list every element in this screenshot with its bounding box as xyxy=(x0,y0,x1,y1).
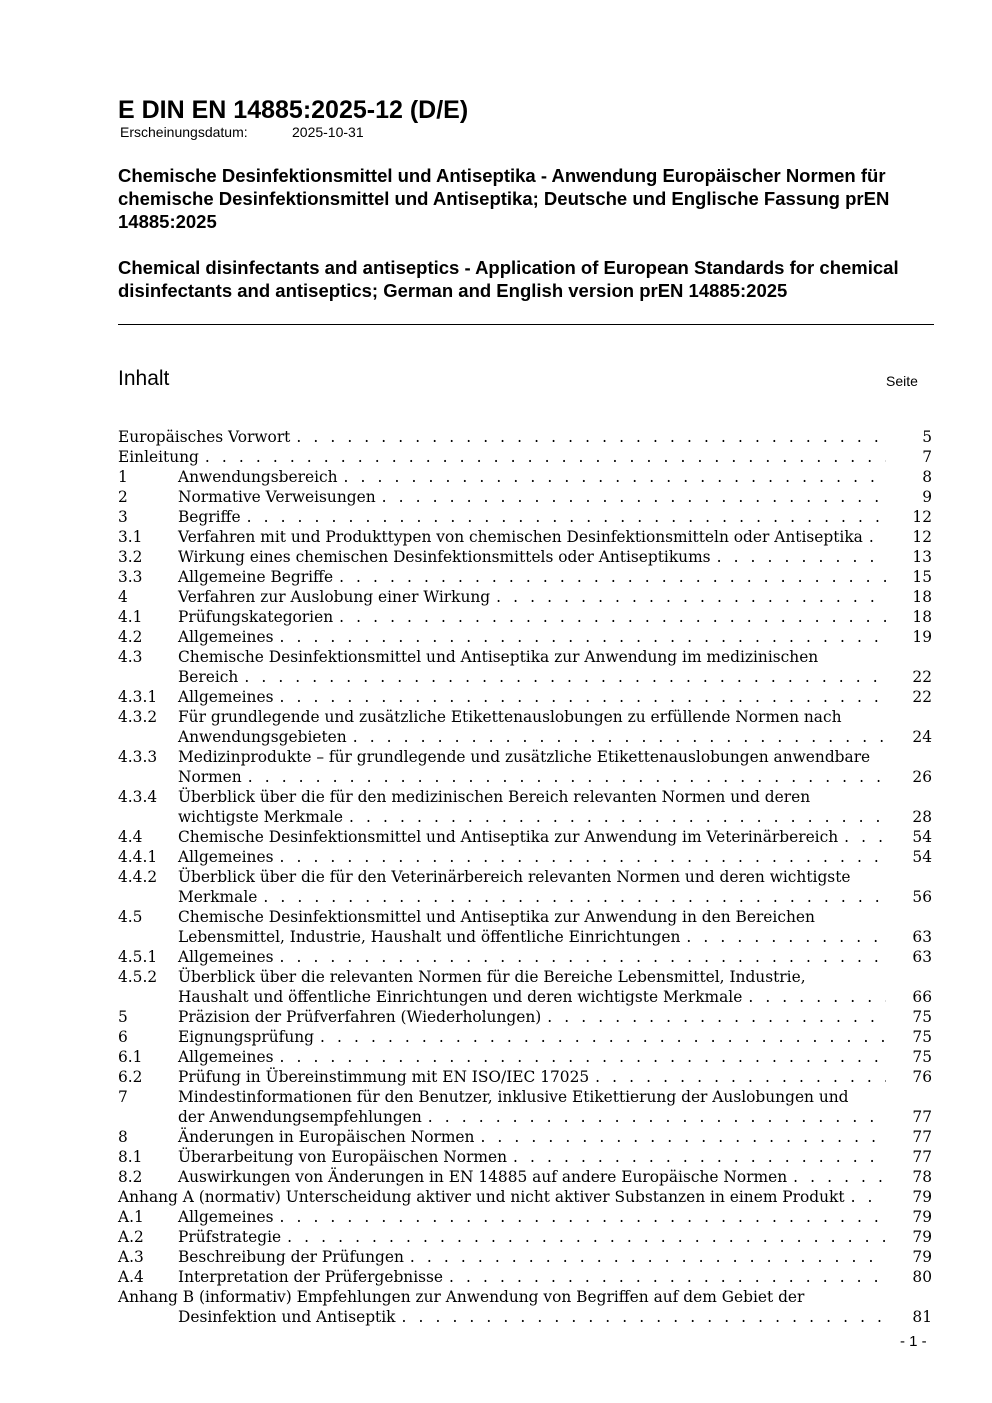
toc-leader-dots xyxy=(474,1127,886,1147)
toc-entry[interactable] xyxy=(118,1127,932,1147)
toc-entry-line xyxy=(118,547,932,567)
toc-entry-page: 79 xyxy=(912,1248,932,1266)
toc-entry-line xyxy=(118,1287,932,1307)
toc-leader-dots xyxy=(333,567,886,587)
toc-entry-number: 4.5 xyxy=(118,908,143,926)
toc-entry[interactable] xyxy=(118,1087,932,1127)
toc-entry[interactable] xyxy=(118,567,932,587)
toc-entry[interactable] xyxy=(118,447,932,467)
toc-entry-line xyxy=(118,967,932,987)
toc-entry-line xyxy=(118,1167,932,1187)
toc-entry[interactable] xyxy=(118,827,932,847)
toc-entry-title: Anhang A (normativ) Unterscheidung aktiver und nicht aktiver Substanzen in einem Produkt xyxy=(118,1188,845,1206)
toc-entry-title: Prüfstrategie xyxy=(178,1228,282,1246)
toc-entry-page: 12 xyxy=(912,528,932,546)
toc-entry-title: Verfahren zur Auslobung einer Wirkung xyxy=(178,588,491,606)
toc-entry-line xyxy=(118,1127,932,1147)
toc-entry-title: Europäisches Vorwort xyxy=(118,428,291,446)
toc-entry-line xyxy=(118,1187,932,1207)
toc-entry-page: 24 xyxy=(912,728,932,746)
toc-entry-number: 4.4.1 xyxy=(118,848,158,866)
toc-entry-line xyxy=(118,667,932,687)
toc-leader-dots xyxy=(541,1007,886,1027)
toc-entry-title: Chemische Desinfektionsmittel und Antiseptika zur Anwendung im medizinischen xyxy=(178,648,819,666)
toc-entry-line xyxy=(118,787,932,807)
toc-entry-page: 18 xyxy=(912,588,932,606)
toc-entry[interactable] xyxy=(118,707,932,747)
toc-entry-line xyxy=(118,727,932,747)
toc-entry-line xyxy=(118,907,932,927)
toc-entry-number: 2 xyxy=(118,488,128,506)
toc-entry[interactable] xyxy=(118,1027,932,1047)
toc-entry-number: 4.4 xyxy=(118,828,143,846)
toc-leader-dots xyxy=(787,1167,886,1187)
toc-entry-number: 3.2 xyxy=(118,548,143,566)
publication-date xyxy=(120,124,364,141)
toc-entry-title: Allgemeines xyxy=(178,1208,274,1226)
toc-entry-page: 22 xyxy=(912,668,932,686)
toc-entry-line xyxy=(118,687,932,707)
toc-entry-number: 4.3 xyxy=(118,648,143,666)
toc-entry-title: Präzision der Prüfverfahren (Wiederholungen) xyxy=(178,1008,542,1026)
toc-entry-title: Medizinprodukte – für grundlegende und zusätzliche Etikettenauslobungen anwendbare xyxy=(178,748,871,766)
toc-entry-line xyxy=(118,827,932,847)
toc-entry-title: Prüfungskategorien xyxy=(178,608,334,626)
toc-entry-title: Begriffe xyxy=(178,508,241,526)
table-of-contents xyxy=(118,427,932,1327)
toc-leader-dots xyxy=(199,447,886,467)
toc-entry-title: Für grundlegende und zusätzliche Etikettenauslobungen zu erfüllende Normen nach xyxy=(178,708,842,726)
toc-entry[interactable] xyxy=(118,627,932,647)
toc-entry-title: Desinfektion und Antiseptik xyxy=(178,1308,396,1326)
toc-entry-title: Merkmale xyxy=(178,888,258,906)
toc-entry-page: 15 xyxy=(912,568,932,586)
toc-entry-title: Allgemeines xyxy=(178,848,274,866)
toc-entry-number: 8.2 xyxy=(118,1168,143,1186)
toc-entry[interactable] xyxy=(118,547,932,567)
toc-entry-line xyxy=(118,647,932,667)
toc-entry-title: Normen xyxy=(178,768,242,786)
title-german: Chemische Desinfektionsmittel und Antiseptika - Anwendung Europäischer Normen für chemische Desinfektionsmittel und Antiseptika; Deutsche und Englische Fassung prEN 14885:2025 xyxy=(118,165,890,232)
toc-entry-page: 13 xyxy=(912,548,932,566)
toc-entry-number: 8.1 xyxy=(118,1148,143,1166)
toc-entry-page: 75 xyxy=(912,1028,932,1046)
toc-entry-line xyxy=(118,1307,932,1327)
toc-page-column-label: Seite xyxy=(886,373,918,389)
toc-entry-title: Mindestinformationen für den Benutzer, inklusive Etikettierung der Auslobungen und xyxy=(178,1088,849,1106)
toc-entry-number: 7 xyxy=(118,1088,128,1106)
toc-entry-line xyxy=(118,927,932,947)
toc-entry[interactable] xyxy=(118,1207,932,1227)
toc-entry-number: A.4 xyxy=(118,1268,144,1286)
title-english: Chemical disinfectants and antiseptics - Application of European Standards for chemical disinfectants and antiseptics; German and English version prEN 14885:2025 xyxy=(118,257,899,301)
toc-leader-dots xyxy=(507,1147,886,1167)
toc-entry-title: Anwendungsbereich xyxy=(178,468,338,486)
toc-entry[interactable] xyxy=(118,1247,932,1267)
toc-leader-dots xyxy=(845,1187,886,1207)
toc-entry[interactable] xyxy=(118,1227,932,1247)
toc-leader-dots xyxy=(376,487,886,507)
toc-heading: Inhalt xyxy=(118,367,170,390)
toc-entry[interactable] xyxy=(118,847,932,867)
toc-entry-number: 4.3.4 xyxy=(118,788,158,806)
toc-entry-number: 6.1 xyxy=(118,1048,143,1066)
toc-entry-line xyxy=(118,767,932,787)
toc-entry-line xyxy=(118,1107,932,1127)
toc-leader-dots xyxy=(711,547,886,567)
toc-entry-line xyxy=(118,567,932,587)
toc-entry[interactable] xyxy=(118,947,932,967)
toc-entry-title: Allgemeines xyxy=(178,948,274,966)
toc-entry-page: 77 xyxy=(912,1148,932,1166)
toc-entry-page: 66 xyxy=(912,988,932,1006)
toc-entry[interactable] xyxy=(118,1267,932,1287)
toc-entry-number: 4.3.1 xyxy=(118,688,158,706)
toc-entry-line xyxy=(118,867,932,887)
toc-entry-line xyxy=(118,607,932,627)
toc-entry-title: Bereich xyxy=(178,668,239,686)
toc-entry[interactable] xyxy=(118,787,932,827)
toc-entry-page: 12 xyxy=(912,508,932,526)
page-number: - 1 - xyxy=(900,1333,927,1350)
toc-entry-page: 79 xyxy=(912,1228,932,1246)
toc-leader-dots xyxy=(443,1267,886,1287)
toc-entry[interactable] xyxy=(118,1147,932,1167)
toc-entry-page: 54 xyxy=(912,848,932,866)
toc-entry[interactable] xyxy=(118,467,932,487)
toc-entry[interactable] xyxy=(118,1047,932,1067)
toc-entry[interactable] xyxy=(118,967,932,1007)
toc-leader-dots xyxy=(680,927,886,947)
toc-leader-dots xyxy=(422,1107,886,1127)
toc-leader-dots xyxy=(333,607,886,627)
toc-entry[interactable] xyxy=(118,647,932,687)
toc-leader-dots xyxy=(273,947,886,967)
toc-entry-page: 78 xyxy=(912,1168,932,1186)
toc-entry[interactable] xyxy=(118,1287,932,1327)
toc-entry[interactable] xyxy=(118,487,932,507)
toc-entry[interactable] xyxy=(118,507,932,527)
toc-entry[interactable] xyxy=(118,907,932,947)
toc-entry[interactable] xyxy=(118,747,932,787)
toc-entry-title: Überblick über die für den Veterinärbereich relevanten Normen und deren wichtigste xyxy=(178,868,851,886)
toc-entry-line xyxy=(118,1247,932,1267)
toc-entry-title: Interpretation der Prüfergebnisse xyxy=(178,1268,444,1286)
toc-entry-number: 4.5.1 xyxy=(118,948,158,966)
toc-entry-page: 79 xyxy=(912,1188,932,1206)
toc-entry-number: 4.3.3 xyxy=(118,748,158,766)
toc-entry-title: Lebensmittel, Industrie, Haushalt und öffentliche Einrichtungen xyxy=(178,928,681,946)
publication-date-value: 2025-10-31 xyxy=(292,124,364,140)
toc-entry-line xyxy=(118,887,932,907)
toc-entry-page: 63 xyxy=(912,928,932,946)
toc-entry-title: Anhang B (informativ) Empfehlungen zur Anwendung von Begriffen auf dem Gebiet der xyxy=(118,1288,805,1306)
toc-entry-line xyxy=(118,1207,932,1227)
toc-entry-title: Überarbeitung von Europäischen Normen xyxy=(178,1148,507,1166)
toc-entry-title: Auswirkungen von Änderungen in EN 14885 auf andere Europäische Normen xyxy=(178,1168,788,1186)
toc-entry[interactable] xyxy=(118,1067,932,1087)
document-id: E DIN EN 14885:2025-12 (D/E) xyxy=(118,96,469,124)
toc-entry-number: 1 xyxy=(118,468,128,486)
toc-entry-number: 4.5.2 xyxy=(118,968,158,986)
toc-leader-dots xyxy=(314,1027,886,1047)
toc-entry-number: A.1 xyxy=(118,1208,144,1226)
toc-leader-dots xyxy=(241,507,886,527)
toc-entry-title: Eignungsprüfung xyxy=(178,1028,314,1046)
toc-entry-page: 9 xyxy=(922,488,932,506)
toc-entry-title: Beschreibung der Prüfungen xyxy=(178,1248,404,1266)
toc-entry-line xyxy=(118,707,932,727)
title-divider xyxy=(118,324,934,325)
toc-leader-dots xyxy=(404,1247,886,1267)
toc-entry-number: 4 xyxy=(118,588,128,606)
toc-entry-page: 75 xyxy=(912,1048,932,1066)
toc-entry-title: Einleitung xyxy=(118,448,199,466)
toc-entry-line xyxy=(118,1267,932,1287)
toc-entry-title: Änderungen in Europäischen Normen xyxy=(178,1128,475,1146)
toc-entry-page: 79 xyxy=(912,1208,932,1226)
toc-entry-line xyxy=(118,427,932,447)
toc-entry-page: 63 xyxy=(912,948,932,966)
toc-leader-dots xyxy=(273,687,886,707)
toc-leader-dots xyxy=(863,527,886,547)
toc-entry-number: 4.3.2 xyxy=(118,708,158,726)
toc-leader-dots xyxy=(273,847,886,867)
toc-leader-dots xyxy=(238,667,886,687)
toc-leader-dots xyxy=(490,587,886,607)
toc-entry-title: Überblick über die für den medizinischen Bereich relevanten Normen und deren xyxy=(178,788,811,806)
toc-entry-page: 22 xyxy=(912,688,932,706)
toc-entry[interactable] xyxy=(118,587,932,607)
toc-entry-title: Chemische Desinfektionsmittel und Antiseptika zur Anwendung in den Bereichen xyxy=(178,908,815,926)
toc-entry-title: Allgemeines xyxy=(178,1048,274,1066)
toc-entry-line xyxy=(118,1027,932,1047)
toc-entry-page: 75 xyxy=(912,1008,932,1026)
toc-entry-page: 81 xyxy=(912,1308,932,1326)
toc-entry[interactable] xyxy=(118,1167,932,1187)
toc-entry-line xyxy=(118,747,932,767)
toc-leader-dots xyxy=(273,1047,886,1067)
toc-entry[interactable] xyxy=(118,867,932,907)
toc-entry-title: Haushalt und öffentliche Einrichtungen und deren wichtigste Merkmale xyxy=(178,988,743,1006)
toc-entry-line xyxy=(118,947,932,967)
toc-entry-title: Allgemeines xyxy=(178,628,274,646)
toc-leader-dots xyxy=(273,1207,886,1227)
toc-entry-page: 54 xyxy=(912,828,932,846)
toc-entry-title: der Anwendungsempfehlungen xyxy=(178,1108,422,1126)
toc-entry-number: 8 xyxy=(118,1128,128,1146)
toc-leader-dots xyxy=(395,1307,886,1327)
toc-entry-page: 76 xyxy=(912,1068,932,1086)
toc-entry-number: A.2 xyxy=(118,1228,144,1246)
toc-entry-number: 3.1 xyxy=(118,528,143,546)
publication-date-label: Erscheinungsdatum: xyxy=(120,124,248,140)
toc-entry-page: 5 xyxy=(922,428,932,446)
toc-entry-number: 6 xyxy=(118,1028,128,1046)
toc-entry-line xyxy=(118,627,932,647)
toc-entry[interactable] xyxy=(118,687,932,707)
toc-entry-title: Prüfung in Übereinstimmung mit EN ISO/IEC 17025 xyxy=(178,1068,590,1086)
toc-entry-title: Überblick über die relevanten Normen für die Bereiche Lebensmittel, Industrie, xyxy=(178,968,806,986)
toc-entry-line xyxy=(118,1047,932,1067)
toc-entry-page: 26 xyxy=(912,768,932,786)
toc-entry-number: 3 xyxy=(118,508,128,526)
toc-entry-title: Allgemeines xyxy=(178,688,274,706)
toc-leader-dots xyxy=(838,827,886,847)
toc-leader-dots xyxy=(257,887,886,907)
toc-entry-title: Chemische Desinfektionsmittel und Antiseptika zur Anwendung im Veterinärbereich xyxy=(178,828,839,846)
toc-leader-dots xyxy=(290,427,886,447)
toc-leader-dots xyxy=(347,727,886,747)
toc-entry-line xyxy=(118,487,932,507)
toc-entry-line xyxy=(118,467,932,487)
toc-entry-title: Anwendungsgebieten xyxy=(178,728,347,746)
toc-entry-number: 4.4.2 xyxy=(118,868,158,886)
toc-entry[interactable] xyxy=(118,527,932,547)
toc-entry[interactable] xyxy=(118,1187,932,1207)
toc-entry-line xyxy=(118,847,932,867)
toc-entry[interactable] xyxy=(118,607,932,627)
toc-entry-line xyxy=(118,1087,932,1107)
toc-entry-number: A.3 xyxy=(118,1248,144,1266)
toc-entry-page: 77 xyxy=(912,1128,932,1146)
toc-entry-number: 3.3 xyxy=(118,568,143,586)
toc-entry-number: 4.2 xyxy=(118,628,143,646)
toc-leader-dots xyxy=(589,1067,886,1087)
toc-entry-line xyxy=(118,1067,932,1087)
toc-entry-page: 8 xyxy=(922,468,932,486)
toc-entry-title: wichtigste Merkmale xyxy=(178,808,344,826)
toc-entry-line xyxy=(118,507,932,527)
toc-entry-title: Normative Verweisungen xyxy=(178,488,376,506)
toc-entry-line xyxy=(118,587,932,607)
toc-entry-title: Verfahren mit und Produkttypen von chemischen Desinfektionsmitteln oder Antiseptika xyxy=(178,528,863,546)
toc-entry-title: Wirkung eines chemischen Desinfektionsmittels oder Antiseptikums xyxy=(178,548,711,566)
toc-leader-dots xyxy=(281,1227,886,1247)
toc-entry-line xyxy=(118,1147,932,1167)
toc-entry-number: 6.2 xyxy=(118,1068,143,1086)
toc-entry[interactable] xyxy=(118,1007,932,1027)
toc-entry-page: 7 xyxy=(922,448,932,466)
toc-entry-line xyxy=(118,1227,932,1247)
toc-entry[interactable] xyxy=(118,427,932,447)
toc-entry-number: 5 xyxy=(118,1008,128,1026)
toc-entry-line xyxy=(118,807,932,827)
toc-entry-line xyxy=(118,527,932,547)
toc-entry-page: 77 xyxy=(912,1108,932,1126)
toc-entry-page: 28 xyxy=(912,808,932,826)
toc-entry-page: 19 xyxy=(912,628,932,646)
toc-entry-line xyxy=(118,447,932,467)
toc-entry-page: 56 xyxy=(912,888,932,906)
toc-entry-page: 80 xyxy=(912,1268,932,1286)
toc-entry-line xyxy=(118,1007,932,1027)
toc-leader-dots xyxy=(742,987,886,1007)
toc-entry-page: 18 xyxy=(912,608,932,626)
toc-entry-title: Allgemeine Begriffe xyxy=(178,568,334,586)
toc-entry-number: 4.1 xyxy=(118,608,143,626)
toc-leader-dots xyxy=(242,767,886,787)
toc-leader-dots xyxy=(338,467,886,487)
toc-leader-dots xyxy=(273,627,886,647)
toc-leader-dots xyxy=(343,807,886,827)
toc-entry-line xyxy=(118,987,932,1007)
